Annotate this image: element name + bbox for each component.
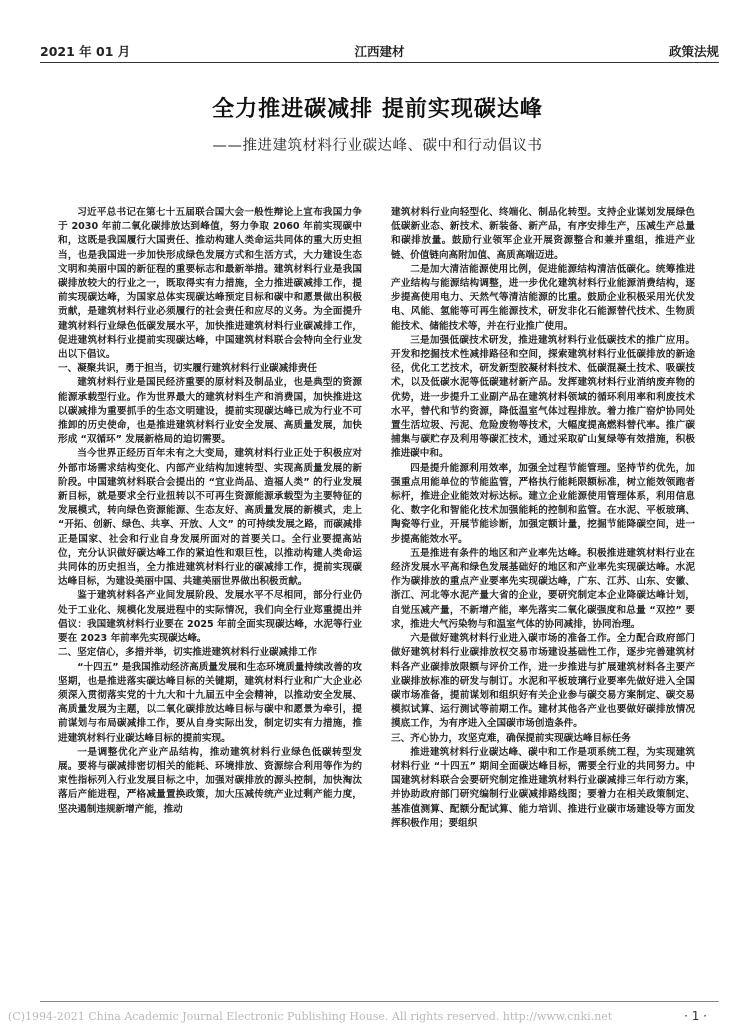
- section-heading: 二、坚定信心，多措并举，切实推进建筑材料行业碳减排工作: [58, 647, 318, 659]
- body-paragraph: 一是调整优化产业产品结构，推动建筑材料行业绿色低碳转型发展。要将与碳减排密切相关的能耗、环境排放、资源综合利用等作为约束性指标列入行业发展目标之中，加强对碳排放的源头控制，加快淘汰落后产能进程，严格减量置换政策，加大压减传统产业过剩产能力度，坚决遏制违规新增产能，推动: [58, 746, 362, 815]
- body-paragraph: 推进建筑材料行业碳达峰、碳中和工作是项系统工程，为实现建筑材料行业 “十四五” 期间全面碳达峰目标，需要全行业的共同努力。中国建筑材料联合会要研究制定推进建筑材料行业碳减排三年行动方案，并协助政府部门研究编制行业碳减排路线图；要着力在相关政策制定、基准值测算、配额分配试算、能力培训、推进行业碳市场建设等方面发挥积极作用；要组织: [391, 746, 695, 829]
- article-subtitle: ——推进建筑材料行业碳达峰、碳中和行动倡议书: [212, 138, 543, 154]
- section-heading: 一、凝聚共识，勇于担当，切实履行建筑材料行业碳减排责任: [58, 363, 318, 375]
- issue-date: 2021 年 01 月: [40, 44, 131, 59]
- running-header: [40, 38, 719, 60]
- body-paragraph: 五是推进有条件的地区和产业率先达峰。积极推进建筑材料行业在经济发展水平高和绿色发展基础好的地区和产业率先实现碳达峰。水泥作为碳排放的重点产业要率先实现碳达峰，广东、江苏、山东、安徽、浙江、河北等水泥产量大省的企业，要研究制定本企业降碳达峰计划，自觉压减产量，不新增产能，率先落实二氧化碳强度和总量 “双控” 要求，推进大气污染物与和温室气体的协同减排，协同治理。: [391, 547, 695, 630]
- body-paragraph: 建筑材料行业是国民经济重要的原材料及制品业，也是典型的资源能源承载型行业。作为世界最大的建筑材料生产和消费国，加快推进这以碳减排为重要抓手的生态文明建设，提前实现碳达峰已成为行业不可推卸的历史使命，也是推进建筑材料行业安全发展、高质量发展，加快形成 “双循环” 发展新格局的迫切需要。: [58, 377, 362, 446]
- journal-name: 江西建材: [354, 44, 405, 59]
- body-paragraph: 鉴于建筑材料各产业间发展阶段、发展水平不尽相同，部分行业仍处于工业化、规模化发展进程中的实际情况，我们向全行业郑重提出并倡议：我国建筑材料行业要在 2025 年前全面实现碳达峰，水泥等行业要在 2023 年前率先实现碳达峰。: [58, 590, 362, 645]
- section-name: 政策法规: [668, 44, 719, 59]
- body-paragraph: 六是做好建筑材料行业进入碳市场的准备工作。全力配合政府部门做好建筑材料行业碳排放权交易市场建设基础性工作，逐步完善建筑材料各产业碳排放限额与评价工作，进一步推进与扩展建筑材料各主要产业碳排放标准的研发与制订。水泥和平板玻璃行业要率先做好进入全国碳市场准备，提前谋划和组织好有关企业参与碳交易方案制定、碳交易模拟试算、运行测试等前期工作。建材其他各产业也要做好碳排放情况摸底工作，为有序进入全国碳市场创造条件。: [391, 633, 695, 730]
- body-paragraph: 习近平总书记在第七十五届联合国大会一般性辩论上宣布我国力争于 2030 年前二氧化碳排放达到峰值，努力争取 2060 年前实现碳中和，这既是我国履行大国责任、推动构建人类命运共同体的重大历史担当，也是我国进一步加快形成绿色发展方式和生活方式，大力建设生态文明和美丽中国的新征程的重要标志和最新举措。建筑材料行业是我国碳排放较大的行业之一，既取得实有力措施，全力推进碳减排工作，提前实现碳达峰，为国家总体实现碳达峰预定目标和碳中和愿景做出积极贡献，是建筑材料行业必须履行的社会责任和应尽的义务。为全面提升建筑材料行业绿色低碳发展水平，加快推进建筑材料行业碳减排工作，促进建筑材料行业提前实现碳达峰，中国建筑材料联合会特向全行业发出以下倡议。: [58, 207, 362, 361]
- article-title: 全力推进碳减排 提前实现碳达峰: [212, 96, 543, 122]
- body-paragraph: 建筑材料行业向轻型化、终端化、制品化转型。支持企业谋划发展绿色低碳新业态、新技术、新装备、新产品，有序安排生产，压减生产总量和碳排放量。鼓励行业领军企业开展资源整合和兼并重组，推进产业链、价值链向高附加值、高质高端迈进。: [391, 207, 695, 261]
- page-number: · 1 ·: [684, 1009, 707, 1023]
- body-paragraph: 二是加大清洁能源使用比例，促进能源结构清洁低碳化。统筹推进产业结构与能源结构调整，进一步优化建筑材料行业能源消费结构，逐步提高使用电力、天然气等清洁能源的比重。鼓励企业积极采用光伏发电、风能、氢能等可再生能源技术，研发非化石能源替代技术、生物质能技术、储能技术等，并在行业推广使用。: [391, 263, 695, 332]
- body-paragraph: 三是加强低碳技术研发，推进建筑材料行业低碳技术的推广应用。开发和挖掘技术性减排路径和空间，探索建筑材料行业低碳排放的新途径，优化工艺技术，研发新型胶凝材料技术、低碳混凝土技术、吸碳技术，以及低碳水泥等低碳建材新产品。发挥建筑材料行业消纳废弃物的优势，进一步提升工业副产品在建筑材料领域的循环利用率和利废技术水平，替代和节约资源，降低温室气体过程排放。着力推广窑炉协同处置生活垃圾、污泥、危险废物等技术，大幅度提高燃料替代率。推广碳捕集与碳贮存及利用等碳汇技术，通过采取矿山复绿等有效措施，积极推进碳中和。: [391, 334, 695, 460]
- footer-divider: [40, 1001, 719, 1002]
- text-column-right: [391, 206, 695, 991]
- copyright-notice: (C)1994-2021 China Academic Journal Electronic Publishing House. All rights reserved. http://www.cnki.net: [8, 1010, 613, 1023]
- body-paragraph: “十四五” 是我国推动经济高质量发展和生态环境质量持续改善的攻坚期，也是推进落实碳达峰目标的关键期，建筑材料行业和广大企业必须深入贯彻落实党的十九大和十九届五中全会精神，以推动安全发展、高质量发展为主题，以二氧化碳排放达峰目标与碳中和愿景为牵引，提前谋划与布局碳减排工作，要从自身实际出发，制定切实有力措施，推进建筑材料行业碳达峰目标的提前实现。: [58, 661, 362, 744]
- text-column-left: [58, 206, 362, 991]
- section-heading: 三、齐心协力，攻坚克难，确保提前实现碳达峰目标任务: [391, 732, 631, 744]
- body-paragraph: 四是提升能源利用效率，加强全过程节能管理。坚持节约优先，加强重点用能单位的节能监管，严格执行能耗限额标准，树立能效领跑者标杆，推进企业能效对标达标。建立企业能源使用管理体系，利用信息化、数字化和智能化技术加强能耗的控制和监管。在水泥、平板玻璃、陶瓷等行业，开展节能诊断，加强定额计量，挖掘节能降碳空间，进一步提高能效水平。: [391, 462, 695, 545]
- header-divider: [40, 62, 719, 63]
- body-paragraph: 当今世界正经历百年未有之大变局，建筑材料行业正处于积极应对外部市场需求结构变化、内部产业结构加速转型、实现高质量发展的新阶段。中国建筑材料联合会提出的 “宜业尚品、造福人类” 的行业发展新目标，就是要求全行业扭转以不可再生资源能源承载型为主要特征的发展模式，转向绿色资源能源、生态友好、高质量发展的新模式，走上 “开拓、创新、绿色、共享、开放、人文” 的可持续发展之路，而碳减排正是国家、社会和行业自身发展所面对的首要关口。全行业要提高站位，充分认识做好碳达峰工作的紧迫性和艰巨性，以推动构建人类命运共同体的历史担当，全力推进建筑材料行业的碳减排工作，提前实现碳达峰目标，为建设美丽中国、共建美丽世界做出积极贡献。: [58, 448, 362, 588]
